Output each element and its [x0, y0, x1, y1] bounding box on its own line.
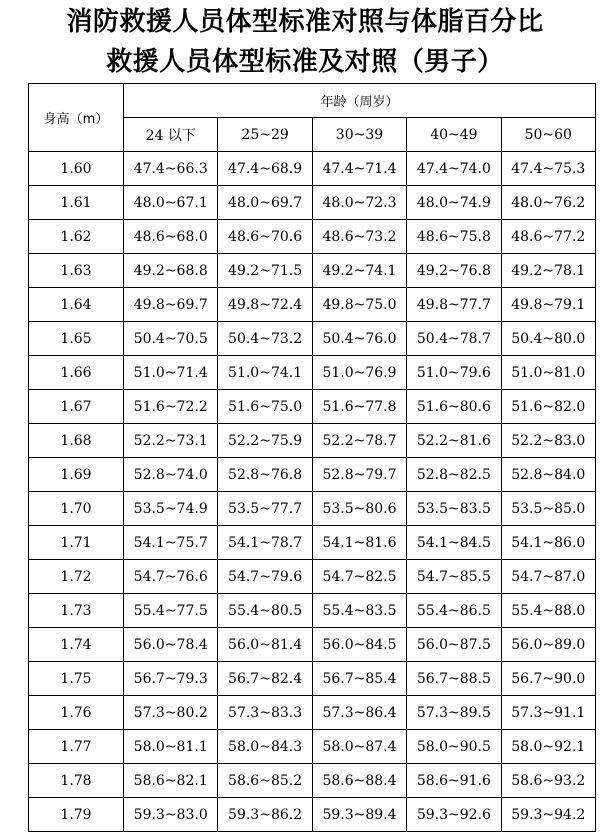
table-row [29, 594, 596, 628]
weight-range-cell: 53.5~80.6 [312, 492, 406, 526]
weight-range-cell: 49.8~69.7 [124, 288, 218, 322]
weight-range-cell: 47.4~66.3 [124, 152, 218, 186]
weight-range-cell: 51.0~74.1 [218, 356, 312, 390]
weight-range-cell: 54.7~82.5 [312, 560, 406, 594]
age-group-label: 50~60 [501, 118, 595, 152]
weight-range-cell: 50.4~80.0 [501, 322, 595, 356]
weight-range-cell: 58.0~90.5 [407, 730, 501, 764]
weight-range-cell: 58.0~81.1 [124, 730, 218, 764]
weight-range-cell: 52.2~78.7 [312, 424, 406, 458]
height-cell: 1.78 [29, 764, 124, 798]
weight-range-cell: 58.6~85.2 [218, 764, 312, 798]
weight-range-cell: 48.6~68.0 [124, 220, 218, 254]
table-row [29, 798, 596, 832]
weight-range-cell: 58.0~92.1 [501, 730, 595, 764]
height-cell: 1.73 [29, 594, 124, 628]
weight-range-cell: 49.2~76.8 [407, 254, 501, 288]
weight-range-cell: 51.0~76.9 [312, 356, 406, 390]
table-row [29, 662, 596, 696]
weight-range-cell: 51.6~72.2 [124, 390, 218, 424]
table-row [29, 628, 596, 662]
weight-range-cell: 54.7~76.6 [124, 560, 218, 594]
weight-range-cell: 54.7~79.6 [218, 560, 312, 594]
height-column-header: 身高（m） [29, 84, 124, 152]
weight-range-cell: 56.0~81.4 [218, 628, 312, 662]
document-title: 消防救援人员体型标准对照与体脂百分比 [66, 7, 544, 37]
weight-range-cell: 59.3~94.2 [501, 798, 595, 832]
weight-range-cell: 52.8~74.0 [124, 458, 218, 492]
height-cell: 1.76 [29, 696, 124, 730]
weight-range-cell: 52.2~83.0 [501, 424, 595, 458]
weight-range-cell: 58.6~91.6 [407, 764, 501, 798]
table-row [29, 254, 596, 288]
weight-range-cell: 47.4~68.9 [218, 152, 312, 186]
weight-range-cell: 56.0~84.5 [312, 628, 406, 662]
weight-range-cell: 52.8~84.0 [501, 458, 595, 492]
weight-range-cell: 58.0~87.4 [312, 730, 406, 764]
weight-range-cell: 48.0~72.3 [312, 186, 406, 220]
weight-range-cell: 47.4~75.3 [501, 152, 595, 186]
weight-range-cell: 52.2~73.1 [124, 424, 218, 458]
weight-range-cell: 51.0~79.6 [407, 356, 501, 390]
weight-range-cell: 58.6~82.1 [124, 764, 218, 798]
table-row [29, 492, 596, 526]
weight-range-cell: 50.4~76.0 [312, 322, 406, 356]
weight-range-cell: 54.1~86.0 [501, 526, 595, 560]
height-cell: 1.63 [29, 254, 124, 288]
height-cell: 1.61 [29, 186, 124, 220]
weight-range-cell: 54.1~84.5 [407, 526, 501, 560]
weight-range-cell: 59.3~83.0 [124, 798, 218, 832]
weight-range-cell: 53.5~77.7 [218, 492, 312, 526]
weight-range-cell: 53.5~74.9 [124, 492, 218, 526]
weight-range-cell: 49.2~68.8 [124, 254, 218, 288]
table-row [29, 526, 596, 560]
weight-range-cell: 57.3~89.5 [407, 696, 501, 730]
height-cell: 1.62 [29, 220, 124, 254]
weight-range-cell: 56.0~78.4 [124, 628, 218, 662]
height-cell: 1.65 [29, 322, 124, 356]
weight-range-cell: 57.3~80.2 [124, 696, 218, 730]
weight-range-cell: 54.1~78.7 [218, 526, 312, 560]
weight-range-cell: 47.4~71.4 [312, 152, 406, 186]
weight-range-cell: 49.2~71.5 [218, 254, 312, 288]
height-cell: 1.75 [29, 662, 124, 696]
weight-range-cell: 49.8~79.1 [501, 288, 595, 322]
weight-range-cell: 58.0~84.3 [218, 730, 312, 764]
weight-range-cell: 54.1~75.7 [124, 526, 218, 560]
table-row [29, 730, 596, 764]
weight-range-cell: 54.7~87.0 [501, 560, 595, 594]
weight-range-cell: 48.6~70.6 [218, 220, 312, 254]
weight-range-cell: 55.4~80.5 [218, 594, 312, 628]
weight-range-cell: 57.3~91.1 [501, 696, 595, 730]
weight-range-cell: 57.3~86.4 [312, 696, 406, 730]
table-title: 救援人员体型标准及对照（男子） [106, 47, 504, 77]
height-cell: 1.77 [29, 730, 124, 764]
weight-range-cell: 49.8~72.4 [218, 288, 312, 322]
weight-range-cell: 53.5~85.0 [501, 492, 595, 526]
weight-range-cell: 52.8~79.7 [312, 458, 406, 492]
table-body [29, 152, 596, 832]
height-cell: 1.74 [29, 628, 124, 662]
weight-range-cell: 48.0~67.1 [124, 186, 218, 220]
height-cell: 1.67 [29, 390, 124, 424]
age-group-label: 25~29 [218, 118, 312, 152]
weight-range-cell: 58.6~93.2 [501, 764, 595, 798]
weight-range-cell: 56.7~82.4 [218, 662, 312, 696]
weight-range-cell: 51.0~71.4 [124, 356, 218, 390]
age-group-label: 30~39 [312, 118, 406, 152]
weight-range-cell: 55.4~88.0 [501, 594, 595, 628]
height-cell: 1.72 [29, 560, 124, 594]
height-cell: 1.68 [29, 424, 124, 458]
weight-range-cell: 56.7~79.3 [124, 662, 218, 696]
weight-range-cell: 54.1~81.6 [312, 526, 406, 560]
height-cell: 1.70 [29, 492, 124, 526]
table-row [29, 424, 596, 458]
table-row [29, 152, 596, 186]
weight-range-cell: 51.0~81.0 [501, 356, 595, 390]
weight-range-cell: 48.0~74.9 [407, 186, 501, 220]
age-group-label: 40~49 [407, 118, 501, 152]
weight-range-cell: 53.5~83.5 [407, 492, 501, 526]
body-weight-standard-table [28, 83, 596, 832]
weight-range-cell: 56.7~85.4 [312, 662, 406, 696]
table-row [29, 390, 596, 424]
weight-range-cell: 47.4~74.0 [407, 152, 501, 186]
height-cell: 1.66 [29, 356, 124, 390]
weight-range-cell: 50.4~78.7 [407, 322, 501, 356]
weight-range-cell: 52.2~81.6 [407, 424, 501, 458]
weight-range-cell: 58.6~88.4 [312, 764, 406, 798]
table-header-row [29, 84, 596, 118]
weight-range-cell: 48.6~75.8 [407, 220, 501, 254]
table-row [29, 322, 596, 356]
weight-range-cell: 51.6~80.6 [407, 390, 501, 424]
weight-range-cell: 51.6~75.0 [218, 390, 312, 424]
weight-range-cell: 51.6~77.8 [312, 390, 406, 424]
table-row [29, 560, 596, 594]
weight-range-cell: 54.7~85.5 [407, 560, 501, 594]
weight-range-cell: 50.4~73.2 [218, 322, 312, 356]
weight-range-cell: 56.0~89.0 [501, 628, 595, 662]
table-row [29, 356, 596, 390]
table-row [29, 220, 596, 254]
weight-range-cell: 56.7~90.0 [501, 662, 595, 696]
weight-range-cell: 59.3~92.6 [407, 798, 501, 832]
height-cell: 1.69 [29, 458, 124, 492]
weight-range-cell: 48.6~73.2 [312, 220, 406, 254]
weight-range-cell: 49.8~77.7 [407, 288, 501, 322]
weight-range-cell: 49.2~78.1 [501, 254, 595, 288]
weight-range-cell: 59.3~86.2 [218, 798, 312, 832]
table-row [29, 288, 596, 322]
height-cell: 1.64 [29, 288, 124, 322]
weight-range-cell: 49.8~75.0 [312, 288, 406, 322]
table-row [29, 186, 596, 220]
weight-range-cell: 51.6~82.0 [501, 390, 595, 424]
weight-range-cell: 52.8~76.8 [218, 458, 312, 492]
weight-range-cell: 50.4~70.5 [124, 322, 218, 356]
height-cell: 1.79 [29, 798, 124, 832]
weight-range-cell: 55.4~77.5 [124, 594, 218, 628]
weight-range-cell: 59.3~89.4 [312, 798, 406, 832]
weight-range-cell: 48.0~69.7 [218, 186, 312, 220]
weight-range-cell: 48.6~77.2 [501, 220, 595, 254]
age-group-header: 年龄（周岁） [124, 84, 596, 118]
weight-range-cell: 55.4~86.5 [407, 594, 501, 628]
weight-range-cell: 49.2~74.1 [312, 254, 406, 288]
height-cell: 1.60 [29, 152, 124, 186]
weight-range-cell: 56.7~88.5 [407, 662, 501, 696]
weight-range-cell: 56.0~87.5 [407, 628, 501, 662]
weight-range-cell: 52.2~75.9 [218, 424, 312, 458]
table-row [29, 458, 596, 492]
weight-range-cell: 55.4~83.5 [312, 594, 406, 628]
weight-range-cell: 52.8~82.5 [407, 458, 501, 492]
weight-range-cell: 57.3~83.3 [218, 696, 312, 730]
weight-range-cell: 48.0~76.2 [501, 186, 595, 220]
table-row [29, 764, 596, 798]
table-row [29, 696, 596, 730]
age-group-label: 24 以下 [124, 118, 218, 152]
height-cell: 1.71 [29, 526, 124, 560]
